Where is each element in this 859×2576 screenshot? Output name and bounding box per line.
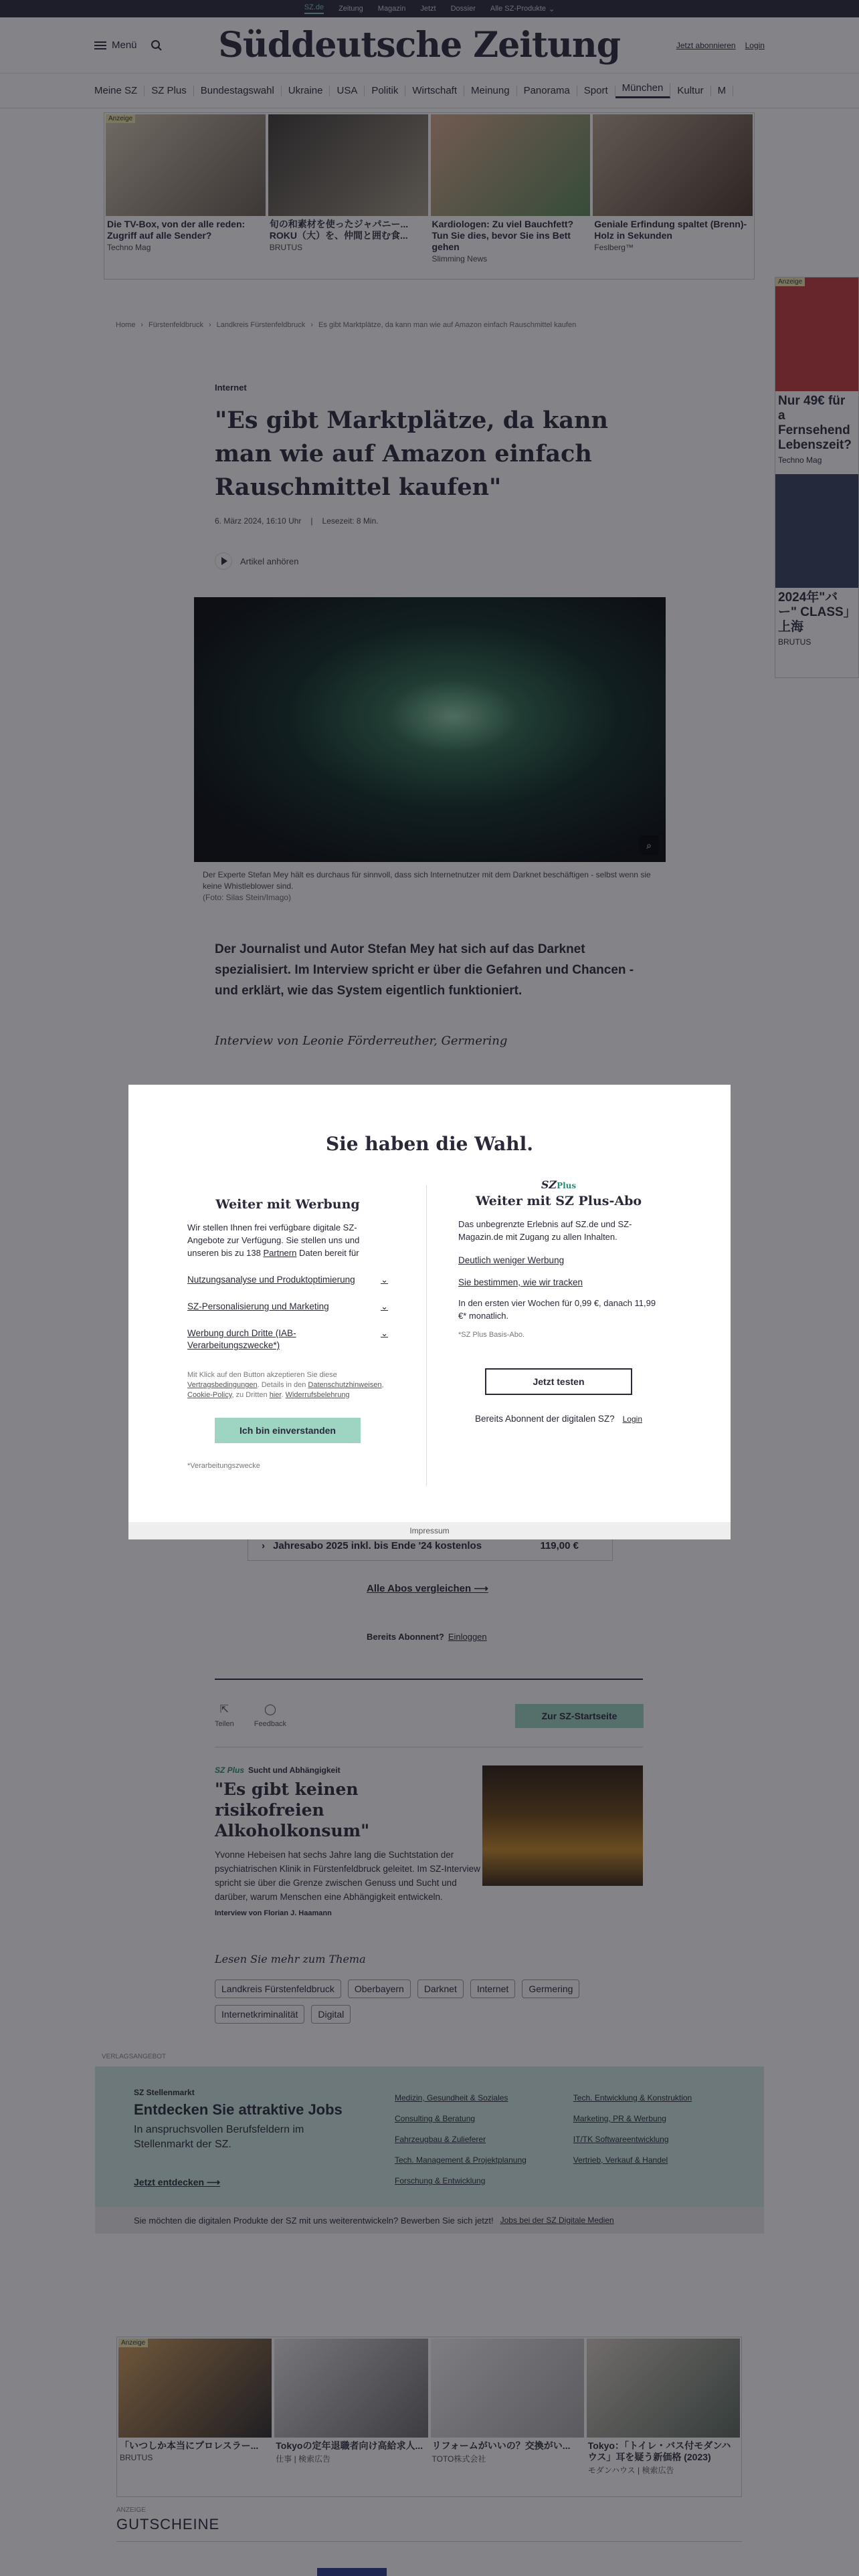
purpose-third-party-ads[interactable] [187,1327,388,1352]
subscription-option-text: Das unbegrenzte Erlebnis auf SZ.de und SZ-Magazin.de mit Zugang zu allen Inhalten. [458,1219,632,1242]
tracking-choice-link[interactable]: Sie bestimmen, wie wir tracken [458,1277,583,1287]
sz-plus-logo-sz: SZ [541,1178,557,1191]
agree-button[interactable]: Ich bin einverstanden [215,1418,361,1443]
privacy-link[interactable]: Datenschutzhinweisen [308,1381,382,1389]
ads-option-text-pre: Wir stellen Ihnen frei verfügbare digitale SZ-Angebote zur Verfügung. Sie stellen uns und unseren bis zu 138 [187,1222,360,1258]
less-ads-link[interactable]: Deutlich weniger Werbung [458,1255,565,1265]
partners-link[interactable]: Partnern [263,1248,297,1258]
purpose-label: Nutzungsanalyse und Produktoptimierung [187,1275,355,1285]
chevron-down-icon: ⌄ [381,1301,388,1311]
purpose-analytics[interactable] [187,1274,388,1286]
withdrawal-link[interactable]: Widerrufsbelehrung [285,1391,350,1399]
purpose-personalisation[interactable] [187,1301,388,1313]
consent-modal [128,1085,731,1539]
consent-legal-text: Mit Klick auf den Button akzeptieren Sie diese Vertragsbedingungen. Details in den Datenschutzhinweisen, Cookie-Policy, zu Dritten hier. Widerrufsbelehrung [187,1371,384,1399]
third-party-link[interactable]: hier [269,1391,282,1399]
try-subscription-button[interactable]: Jetzt testen [485,1368,632,1395]
subscription-option-column [458,1178,659,1424]
legal-text-1: Mit Klick auf den Button akzeptieren Sie diese [187,1371,337,1379]
column-divider [426,1185,427,1486]
subscription-note: *SZ Plus Basis-Abo. [458,1331,525,1339]
consent-heading: Sie haben die Wahl. [325,1133,534,1155]
ads-option-title: Weiter mit Werbung [215,1197,360,1212]
cookie-policy-link[interactable]: Cookie-Policy [187,1391,232,1399]
purpose-label: SZ-Personalisierung und Marketing [187,1301,329,1311]
sz-plus-logo [458,1178,659,1191]
subscriber-login-row [458,1414,659,1424]
impressum-link[interactable]: Impressum [128,1522,731,1539]
subscription-option-title: Weiter mit SZ Plus-Abo [475,1194,642,1208]
chevron-down-icon: ⌄ [381,1275,388,1285]
sz-plus-logo-plus: Plus [557,1181,577,1190]
subscription-price: In den ersten vier Wochen für 0,99 €, danach 11,99 €* monatlich. [458,1298,656,1321]
ads-option-text-post: Daten bereit für [298,1248,359,1258]
subscriber-question: Bereits Abonnent der digitalen SZ? [474,1414,615,1424]
legal-text-3: , zu Dritten [231,1391,268,1399]
ads-option-text [187,1221,388,1259]
purpose-label: Werbung durch Dritte (IAB-Verarbeitungszwecke*) [187,1328,296,1350]
chevron-down-icon: ⌄ [381,1328,388,1338]
modal-login-link[interactable]: Login [622,1414,642,1424]
legal-text-2: . Details in den [257,1381,306,1389]
purposes-footnote: *Verarbeitungszwecke [187,1462,260,1470]
ads-option-column [187,1197,388,1470]
terms-link[interactable]: Vertragsbedingungen [187,1381,258,1389]
